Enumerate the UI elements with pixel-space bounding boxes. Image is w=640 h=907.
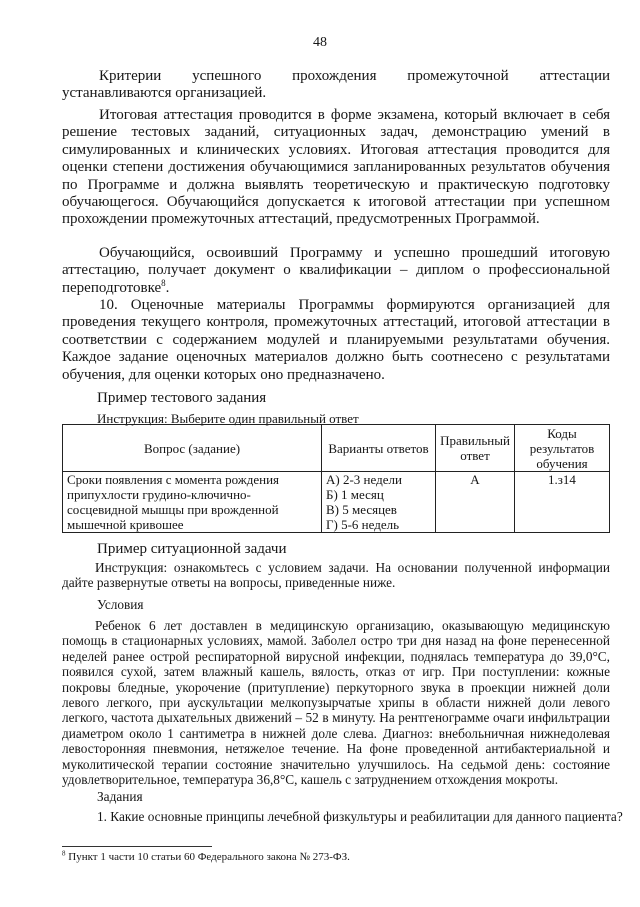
answer-option: А) 2-3 недели — [326, 472, 402, 487]
paragraph-text: Критерии успешного прохождения промежуточной аттестации устанавливаются организацией. — [62, 68, 610, 102]
answer-option: Г) 5-6 недель — [326, 517, 400, 532]
page-number: 48 — [313, 35, 327, 50]
test-instruction: Инструкция: Выберите один правильный ответ — [97, 411, 359, 426]
paragraph-text: Обучающийся, освоивший Программу и успешно прошедший итоговую аттестацию, получает документ о квалификации – диплом о профессиональной переподготовке — [62, 245, 610, 296]
paragraph-criteria — [62, 68, 610, 103]
answer-option: Б) 1 месяц — [326, 487, 384, 502]
tasks-label: Задания — [97, 789, 143, 804]
paragraph-assessment-materials — [62, 297, 610, 384]
test-table — [62, 424, 610, 533]
paragraph-text: 10. Оценочные материалы Программы формируются организацией для проведения текущего контроля, промежуточных аттестаций, итоговой аттестации в соответствии с содержанием модулей и планируемыми результатами обучения. Каждое задание оценочных материалов должно быть соотнесено с результатами обучения, для оценки которых оно предназначено. — [62, 297, 610, 383]
table-row — [63, 472, 610, 533]
paragraph-text: Итоговая аттестация проводится в форме экзамена, который включает в себя решение тестовых заданий, ситуационных задач, демонстрацию умений в симулированных и клинических условиях. Итоговая аттестация проводится для оценки степени достижения обучающимися запланированных результатов обучения по Программе и должна выявлять теоретическую и практическую подготовку обучающегося. Обучающийся допускается к итоговой аттестации при успешном прохождении промежуточных аттестаций, предусмотренных Программой. — [62, 107, 610, 228]
footnote — [62, 851, 350, 863]
paragraph-diploma: Обучающийся, освоивший Программу и успешно прошедший итоговую аттестацию, получает документ о квалификации – диплом о профессиональной переподготовке$^8$. — [62, 245, 610, 296]
column-header-answer: Правильный ответ — [436, 425, 515, 472]
question-cell: Сроки появления с момента рождения припухлости грудино-ключично-сосцевидной мышцы при врожденной мышечной кривошее — [63, 472, 322, 533]
situational-heading: Пример ситуационной задачи — [97, 541, 287, 557]
conditions-label: Условия — [97, 597, 144, 612]
footnote-text: Пункт 1 части 10 статьи 60 Федерального закона № 273-ФЗ. — [65, 851, 350, 863]
situational-instruction — [62, 560, 610, 591]
answer-option: В) 5 месяцев — [326, 502, 397, 517]
table-header-row — [63, 425, 610, 472]
conditions-paragraph — [62, 618, 610, 787]
footnote-mark: 8 — [161, 277, 166, 288]
learning-code-cell: 1.з14 — [515, 472, 610, 533]
column-header-options: Варианты ответов — [322, 425, 436, 472]
paragraph-final-attestation — [62, 107, 610, 229]
conditions-text: Ребенок 6 лет доставлен в медицинскую организацию, оказывающую медицинскую помощь в стационарных условиях, мамой. Заболел остро три дня назад на фоне перенесенной неделей ранее острой респираторной вирусной инфекции, поднялась температура до 39,0°С, появился сухой, затем влажный кашель, вялость, отказ от игр. При поступлении: кожные покровы бледные, укорочение (притупление) перкуторного звука в проекции нижней доли левого легкого, при аускультации мелкопузырчатые хрипы в области нижней доли левого легкого, частота дыхательных движений – 52 в минуту. На рентгенограмме очаги инфильтрации диаметром около 1 сантиметра в нижней доле слева. Диагноз: внебольничная нижнедолевая левосторонняя пневмония, нетяжелое течение. На фоне проведенной антибактериальной и муколитической терапии состояние значительно улучшилось. На седьмой день: состояние удовлетворительное, температура 36,8°С, кашель с затруднением отхождения мокроты. — [62, 618, 610, 788]
footnote-divider — [62, 846, 212, 847]
options-cell — [322, 472, 436, 533]
column-header-codes: Коды результатов обучения — [515, 425, 610, 472]
task-question: 1. Какие основные принципы лечебной физкультуры и реабилитации для данного пациента? — [97, 809, 623, 824]
instruction-text: Инструкция: ознакомьтесь с условием задачи. На основании полученной информации дайте развернутые ответы на вопросы, приведенные ниже. — [62, 560, 610, 591]
column-header-question: Вопрос (задание) — [63, 425, 322, 472]
test-example-heading: Пример тестового задания — [97, 390, 267, 406]
correct-answer-cell: А — [436, 472, 515, 533]
footnote-mark: 8 — [62, 849, 66, 858]
